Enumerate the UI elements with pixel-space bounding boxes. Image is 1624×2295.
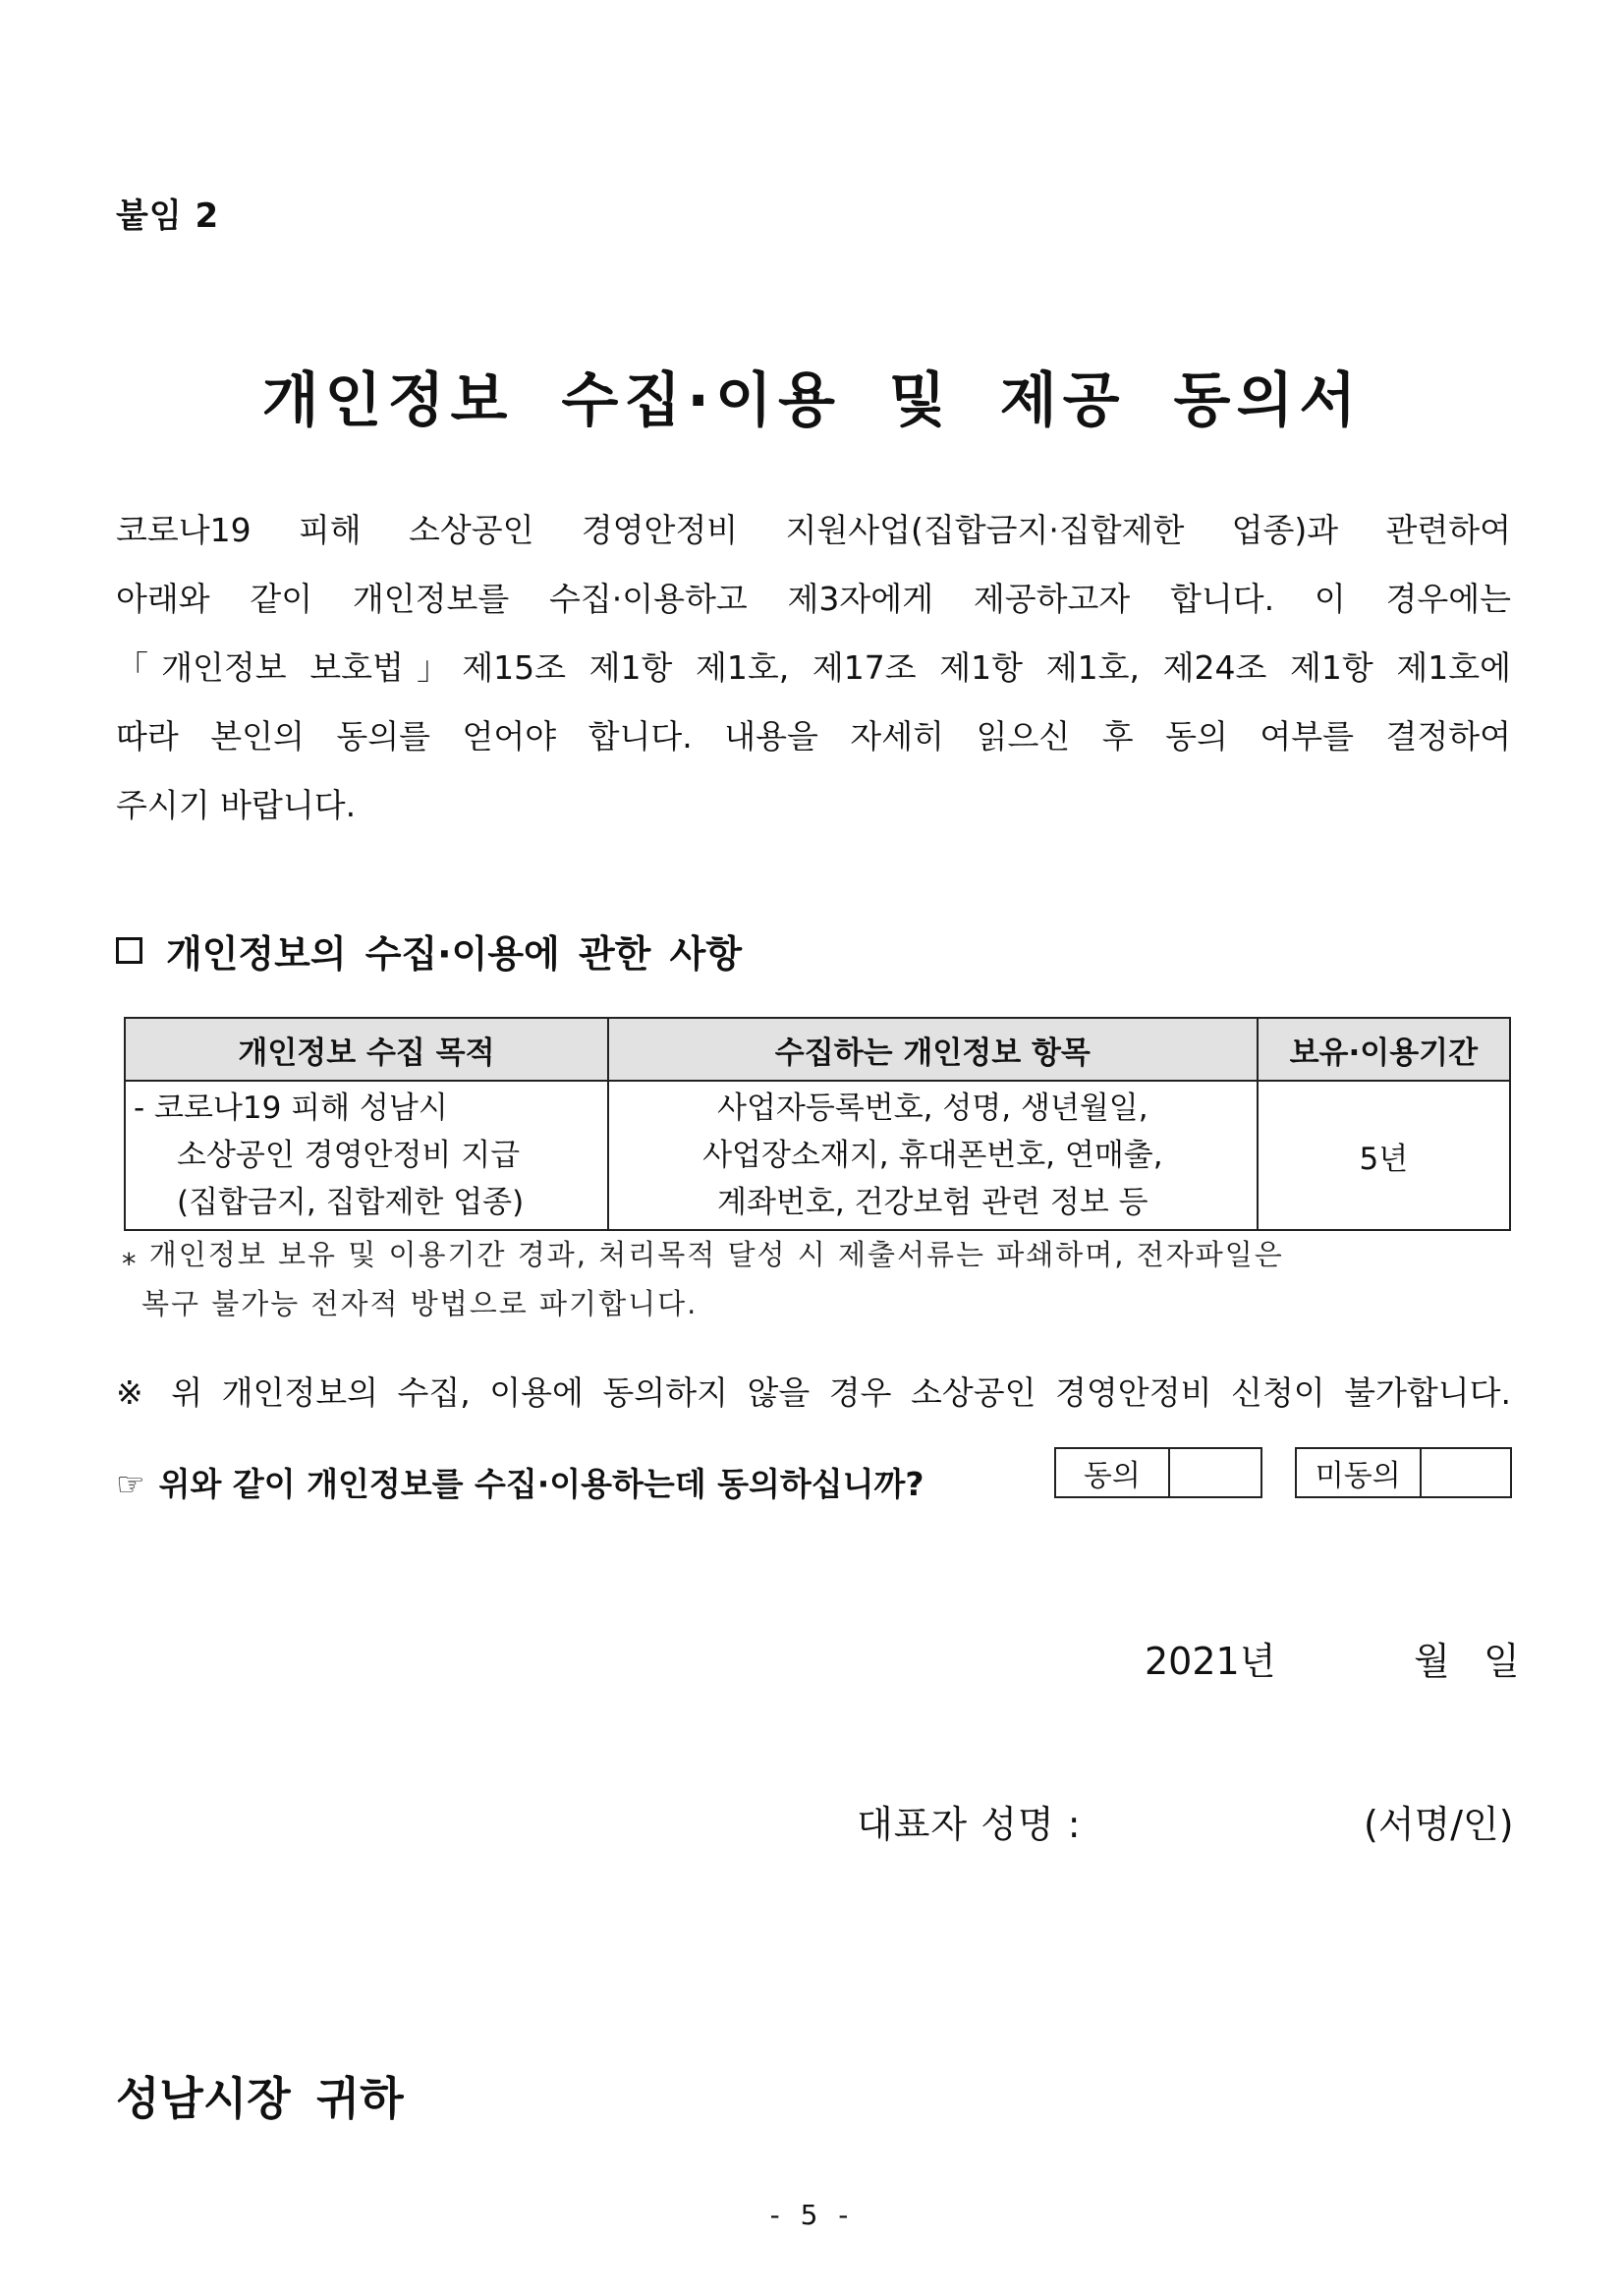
intro-line: 코로나19 피해 소상공인 경영안정비 지원사업(집합금지·집합제한 업종)과 관련하여 [116,511,1511,549]
cell-purpose [125,1081,608,1230]
disagree-checkbox[interactable] [1295,1447,1512,1498]
pointing-hand-icon: ☞ [116,1465,145,1503]
item-line: 사업자등록번호, 성명, 생년월일, [717,1091,1148,1126]
personal-info-table [124,1017,1511,1231]
refusal-notice: ※ 위 개인정보의 수집, 이용에 동의하지 않을 경우 소상공인 경영안정비 신청이 불가합니다. [116,1373,1511,1412]
retention-footnote [122,1230,1284,1328]
header-items: 수집하는 개인정보 항목 [608,1018,1258,1081]
footnote-line: ⁎ 개인정보 보유 및 이용기간 경과, 처리목적 달성 시 제출서류는 파쇄하며, 전자파일은 [122,1238,1284,1271]
table-header-row [125,1018,1510,1081]
agree-label: 동의 [1056,1449,1170,1496]
agree-check-area[interactable] [1170,1449,1260,1496]
disagree-check-area[interactable] [1422,1449,1510,1496]
date-line [1145,1631,1518,1685]
signature-label: 대표자 성명 : [857,1803,1082,1846]
intro-paragraph [116,496,1511,840]
page-number: - 5 - [769,2199,855,2231]
checkbox-square-icon [116,937,142,964]
cell-period: 5년 [1258,1081,1510,1230]
cell-items [608,1081,1258,1230]
disagree-label: 미동의 [1297,1449,1422,1496]
item-line: 계좌번호, 건강보험 관련 정보 등 [717,1185,1148,1220]
purpose-line: - 코로나19 피해 성남시 [134,1091,448,1126]
intro-line: 따라 본인의 동의를 얻어야 합니다. 내용을 자세히 읽으신 후 동의 여부를 결정하여 [116,717,1511,756]
agree-checkbox[interactable] [1054,1447,1262,1498]
date-year: 2021년 [1145,1640,1276,1683]
section-heading-text: 개인정보의 수집·이용에 관한 사항 [166,932,743,976]
document-title: 개인정보 수집·이용 및 제공 동의서 [261,366,1363,435]
intro-line: 아래와 같이 개인정보를 수집·이용하고 제3자에게 제공하고자 합니다. 이 경우에는 [116,580,1511,618]
table-row [125,1081,1510,1230]
footnote-line: 복구 불가능 전자적 방법으로 파기합니다. [141,1287,699,1320]
section-heading [116,924,742,978]
purpose-line: 소상공인 경영안정비 지급 [177,1138,521,1173]
header-period: 보유·이용기간 [1258,1018,1510,1081]
signature-mark: (서명/인) [1364,1803,1514,1846]
consent-question-text: 위와 같이 개인정보를 수집·이용하는데 동의하십니까? [158,1465,924,1503]
date-day: 일 [1484,1640,1520,1683]
date-month: 월 [1414,1640,1450,1683]
purpose-line: (집합금지, 집합제한 업종) [177,1185,525,1220]
item-line: 사업장소재지, 휴대폰번호, 연매출, [702,1138,1163,1173]
attachment-label: 붙임 2 [116,196,220,236]
recipient: 성남시장 귀하 [116,2072,404,2125]
intro-line: 「개인정보 보호법」제15조 제1항 제1호, 제17조 제1항 제1호, 제24조 제1항 제1호에 [116,648,1511,687]
intro-line: 주시기 바랍니다. [116,786,357,824]
header-purpose: 개인정보 수집 목적 [125,1018,608,1081]
consent-question [116,1459,924,1505]
